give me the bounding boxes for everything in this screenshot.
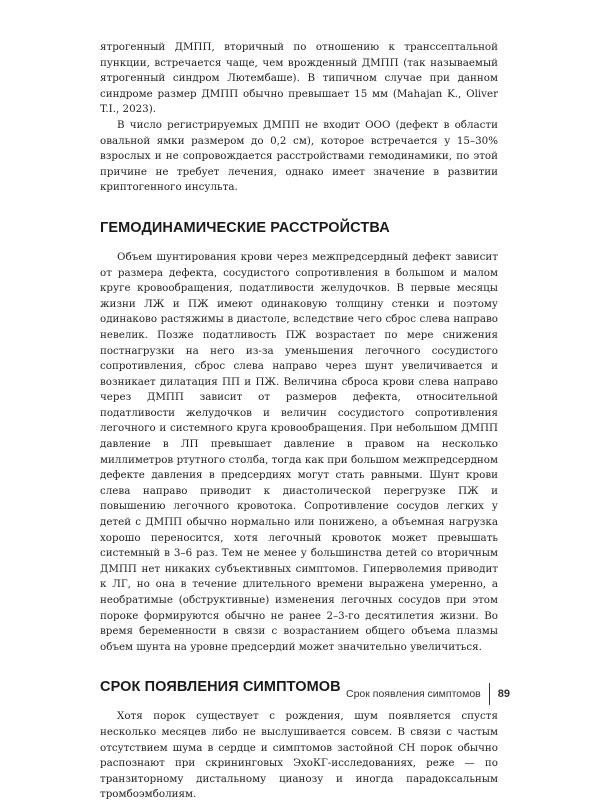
paragraph-symptom-onset: Хотя порок существует с рождения, шум появляется спустя несколько месяцев либо не выслушивается совсем. В связи с частым отсутствием шума в сердце и симптомов застойной СН порок обычно распознают при скрининговых ЭхоКГ-исследованиях, реже — по транзиторному дистальному цианозу и иногда парадоксальным тромбоэмболиям. [100,710,498,801]
running-title: Срок появления симптомов [346,688,481,700]
section-heading-symptom-onset: СРОК ПОЯВЛЕНИЯ СИМПТОМОВ [100,679,341,696]
paragraph-hemodynamics: Объем шунтирования крови через межпредсердный дефект зависит от размера дефекта, сосудистого сопротивления в большом и малом круге кровообращения, податливости желудочков. В первые месяцы жизни ЛЖ и ПЖ имеют одинаковую толщину стенки и поэтому одинаково растяжимы в диастоле, вследствие чего сброс слева направо невелик. Позже податливость ПЖ возрастает по мере снижения постнагрузки на него из-за уменьшения легочного сосудистого сопротивления, сброс слева направо через шунт увеличивается и возникает дилатация ПП и ПЖ. Величина сброса крови слева направо через ДМПП зависит от размеров дефекта, относительной податливости желудочков и величин сосудистого сопротивления легочного и системного круга кровообращения. При небольшом ДМПП давление в ЛП превышает давление в правом на несколько миллиметров ртутного столба, тогда как при большом межпредсердном дефекте давления в предсердиях могут стать равными. Шунт крови слева направо приводит к диастолической перегрузке ПЖ и повышению легочного кровотока. Сопротивление сосудов легких у детей с ДМПП обычно нормально или понижено, а объемная нагрузка хорошо переносится, хотя легочный кровоток может превышать системный в 3–6 раз. Тем не менее у большинства детей со вторичным ДМПП нет никаких субъективных симптомов. Гиперволемия приводит к ЛГ, но она в течение длительного времени выражена умеренно, а необратимые (обструктивные) изменения легочных сосудов при этом пороке формируются обычно не ранее 2–3-го десятилетия жизни. Во время беременности в связи с возрастанием общего объема плазмы объем шунта на уровне предсердий может значительно увеличиться. [100,250,498,653]
paragraph-ooo: В число регистрируемых ДМПП не входит ООО (дефект в области овальной ямки размером до 0,2 см), которое встречается у 15–30% взрослых и не сопровождается расстройствами гемодинамики, по этой причине не требует лечения, однако имеет значение в развитии криптогенного инсульта. [100,118,498,194]
section-heading-hemodynamics: ГЕМОДИНАМИЧЕСКИЕ РАССТРОЙСТВА [100,219,390,236]
page-footer [346,683,510,705]
paragraph-continuation: ятрогенный ДМПП, вторичный по отношению к транссептальной пункции, встречается чаще, чем врожденный ДМПП (так называемый ятрогенный синдром Лютембаше). В типичном случае при данном синдроме размер ДМПП обычно превышает 15 мм (Mahajan K., Oliver T.I., 2023). [100,41,498,116]
footer-divider [489,683,490,705]
page-number: 89 [497,688,510,700]
